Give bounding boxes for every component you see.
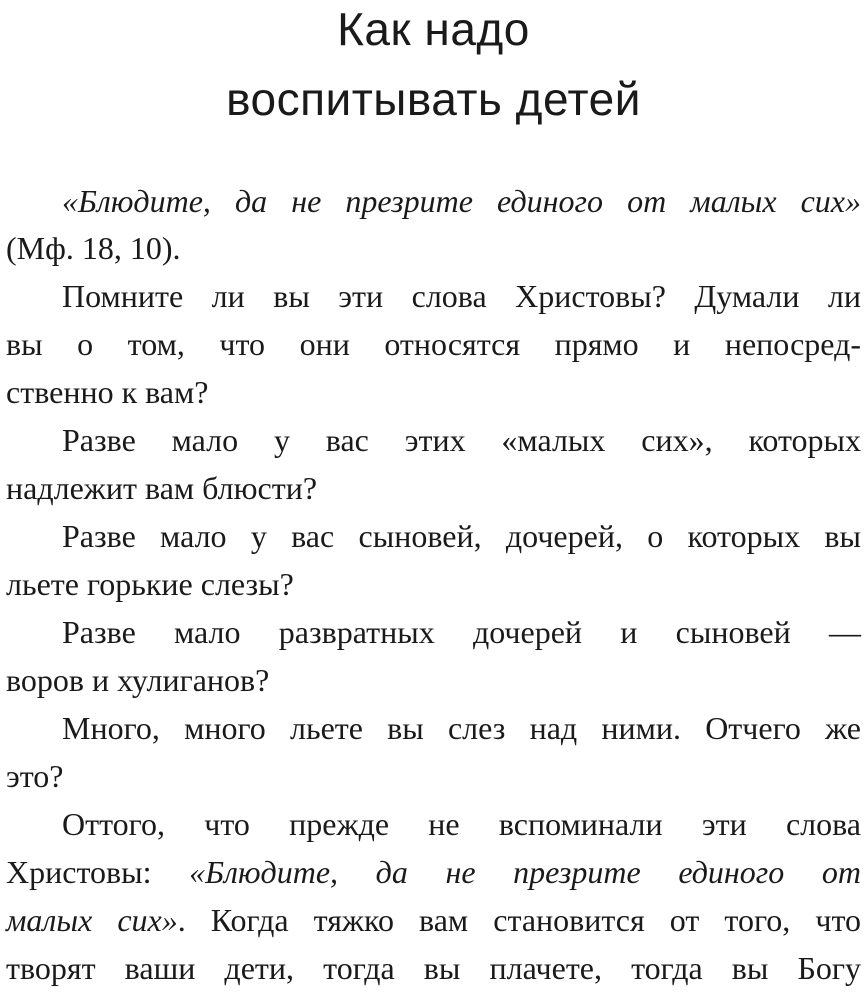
text-line-12: Много, много льете вы слез над ними. Отчего же	[62, 710, 861, 746]
text-line-3: Помните ли вы эти слова Христовы? Думали ли	[62, 278, 861, 314]
text-line-8: Разве мало у вас сыновей, дочерей, о которых вы	[62, 518, 861, 554]
text-line-6: Разве мало у вас этих «малых сих», которых	[62, 422, 861, 458]
text-line-14: Оттого, что прежде не вспоминали эти слова	[62, 806, 861, 842]
text-line-4: вы о том, что они относятся прямо и непосред-	[6, 326, 861, 362]
text-line-15	[6, 852, 861, 892]
text-line-5: ственно к вам?	[6, 374, 209, 410]
text-line-11: воров и хулиганов?	[6, 662, 270, 698]
text-line-1: «Блюдите, да не презрите единого от малых сих»	[62, 183, 861, 219]
text-line-16-rest: . Когда тяжко вам становится от того, что	[177, 902, 862, 938]
text-line-2: (Мф. 18, 10).	[6, 230, 181, 266]
chapter-title-line-2: воспитывать детей	[226, 73, 641, 125]
text-line-7: надлежит вам блюсти?	[6, 470, 318, 506]
text-line-13: это?	[6, 758, 64, 794]
text-line-15-quote: «Блюдите, да не презрите единого от	[189, 854, 862, 890]
text-line-16	[6, 900, 861, 940]
text-line-16-quote: малых сих»	[6, 902, 178, 938]
text-line-17: творят ваши дети, тогда вы плачете, тогда вы Богу	[6, 950, 861, 986]
text-line-15-start: Христовы:	[6, 854, 152, 890]
chapter-title-line-1: Как надо	[337, 3, 530, 55]
text-line-9: льете горькие слезы?	[6, 566, 294, 602]
text-line-10: Разве мало развратных дочерей и сыновей —	[62, 614, 861, 650]
